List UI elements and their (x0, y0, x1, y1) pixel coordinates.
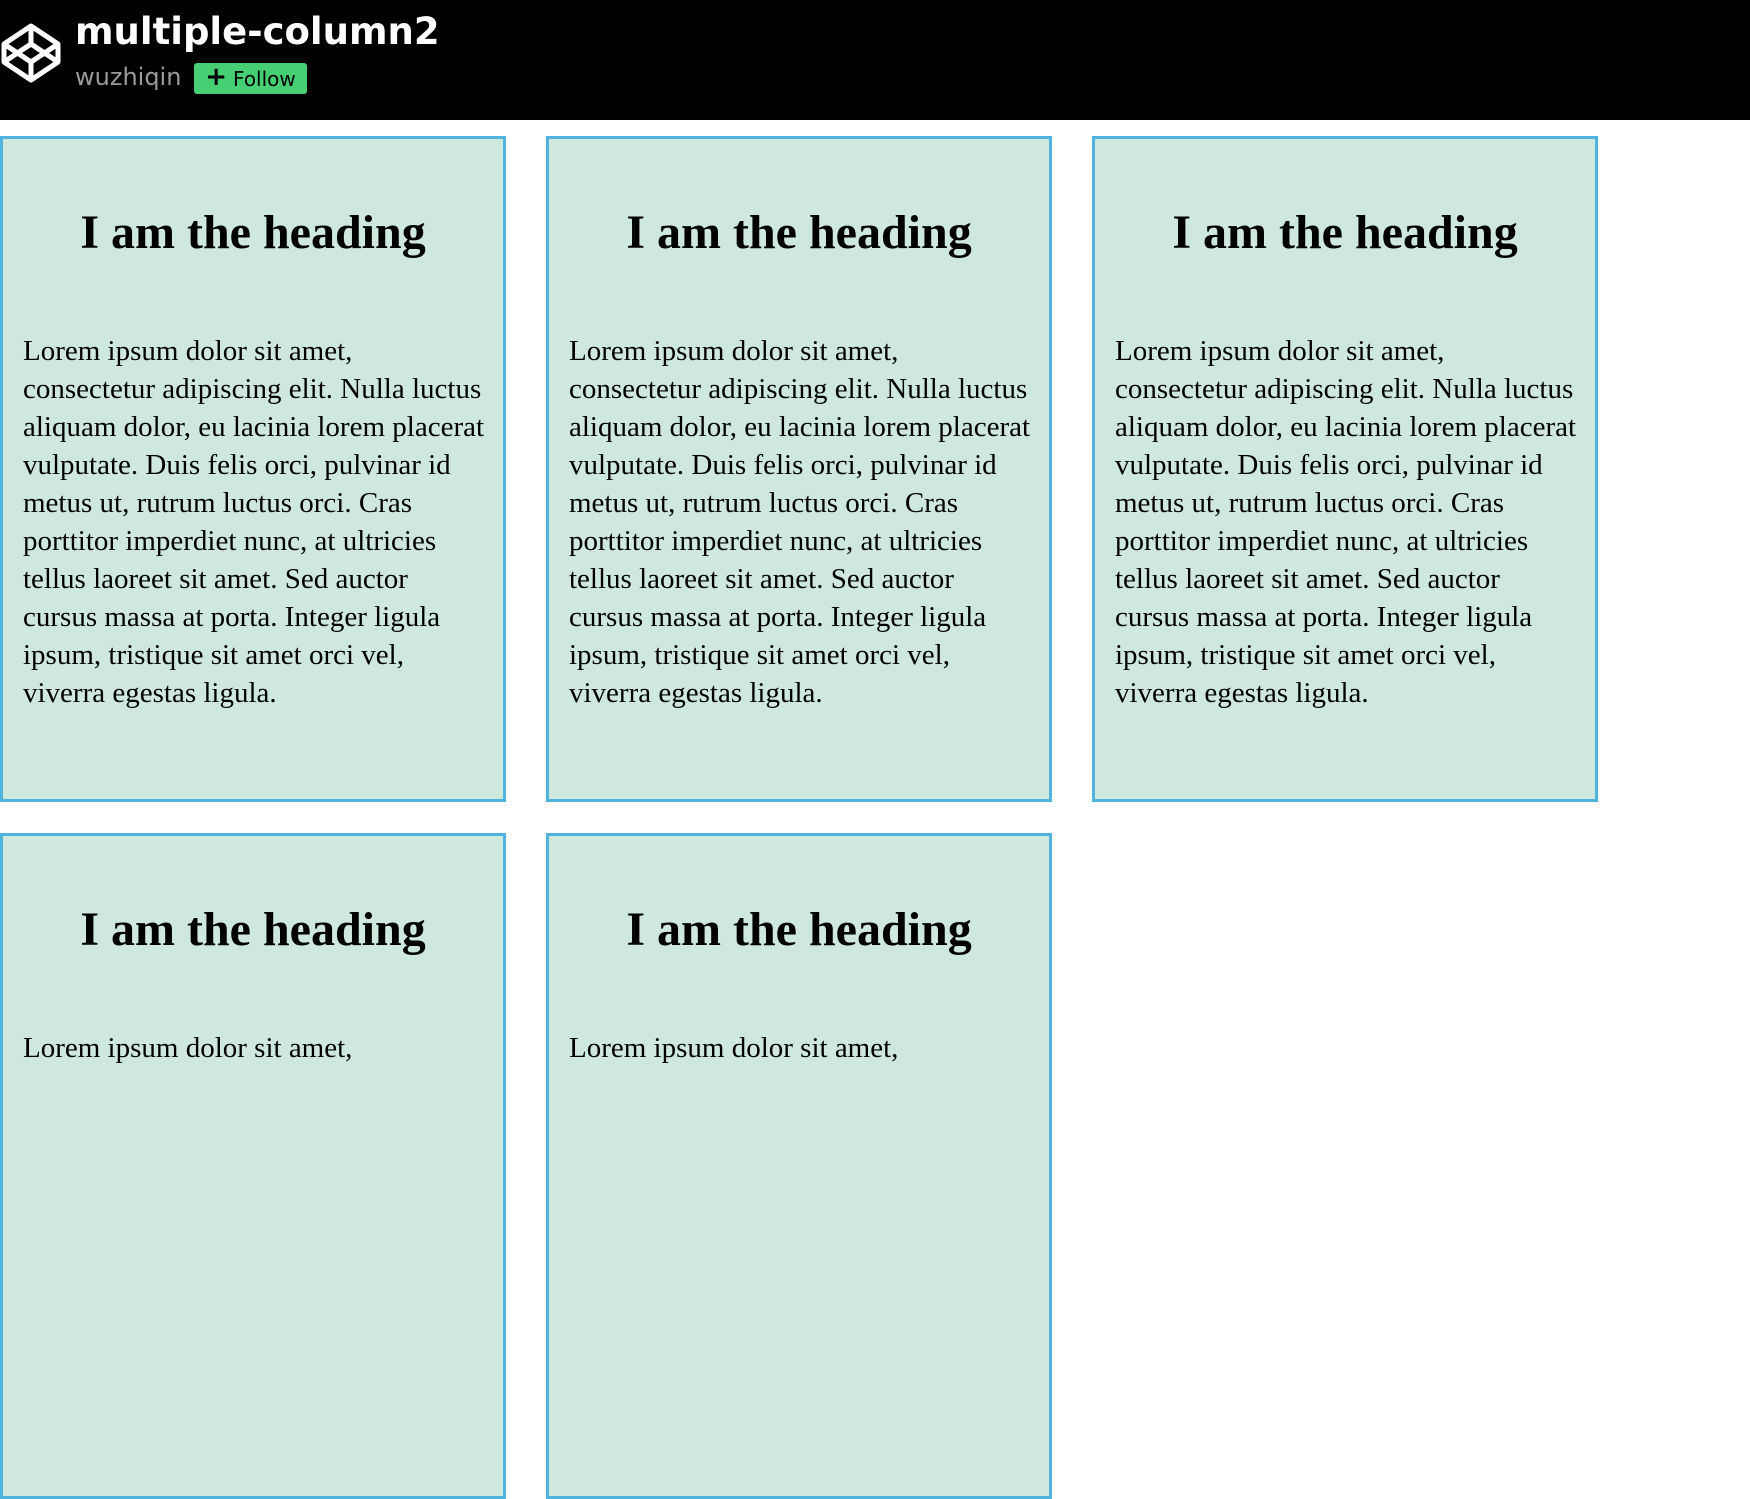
plus-icon: + (205, 62, 228, 92)
card-body: Lorem ipsum dolor sit amet, consectetur adipiscing elit. Nulla luctus aliquam dolor, eu lacinia lorem placerat vulputate. Duis felis orci, pulvinar id metus ut, rutrum luctus orci. Cras porttitor imperdiet nunc, at ultricies tellus laoreet sit amet. Sed auctor cursus massa at porta. Integer ligula ipsum, tristique sit amet orci vel, viverra egestas ligula. (23, 335, 485, 709)
card-heading: I am the heading (1172, 206, 1518, 259)
content-card (546, 833, 1052, 1499)
codepen-logo-icon[interactable] (0, 22, 62, 84)
author-link[interactable]: wuzhiqin (75, 63, 182, 91)
card-heading: I am the heading (80, 903, 426, 956)
pen-title: multiple-column2 (75, 10, 440, 53)
content-card (0, 833, 506, 1499)
content-card (0, 136, 506, 802)
card-body: Lorem ipsum dolor sit amet, (569, 1032, 899, 1064)
card-heading: I am the heading (626, 206, 972, 259)
card-body: Lorem ipsum dolor sit amet, consectetur adipiscing elit. Nulla luctus aliquam dolor, eu lacinia lorem placerat vulputate. Duis felis orci, pulvinar id metus ut, rutrum luctus orci. Cras porttitor imperdiet nunc, at ultricies tellus laoreet sit amet. Sed auctor cursus massa at porta. Integer ligula ipsum, tristique sit amet orci vel, viverra egestas ligula. (569, 335, 1031, 709)
content-card (546, 136, 1052, 802)
follow-button[interactable] (194, 63, 307, 94)
card-body: Lorem ipsum dolor sit amet, (23, 1032, 353, 1064)
content-card (1092, 136, 1598, 802)
card-heading: I am the heading (626, 903, 972, 956)
card-heading: I am the heading (80, 206, 426, 259)
pen-header (0, 0, 1750, 120)
card-body: Lorem ipsum dolor sit amet, consectetur adipiscing elit. Nulla luctus aliquam dolor, eu lacinia lorem placerat vulputate. Duis felis orci, pulvinar id metus ut, rutrum luctus orci. Cras porttitor imperdiet nunc, at ultricies tellus laoreet sit amet. Sed auctor cursus massa at porta. Integer ligula ipsum, tristique sit amet orci vel, viverra egestas ligula. (1115, 335, 1577, 709)
follow-label: Follow (233, 66, 296, 91)
